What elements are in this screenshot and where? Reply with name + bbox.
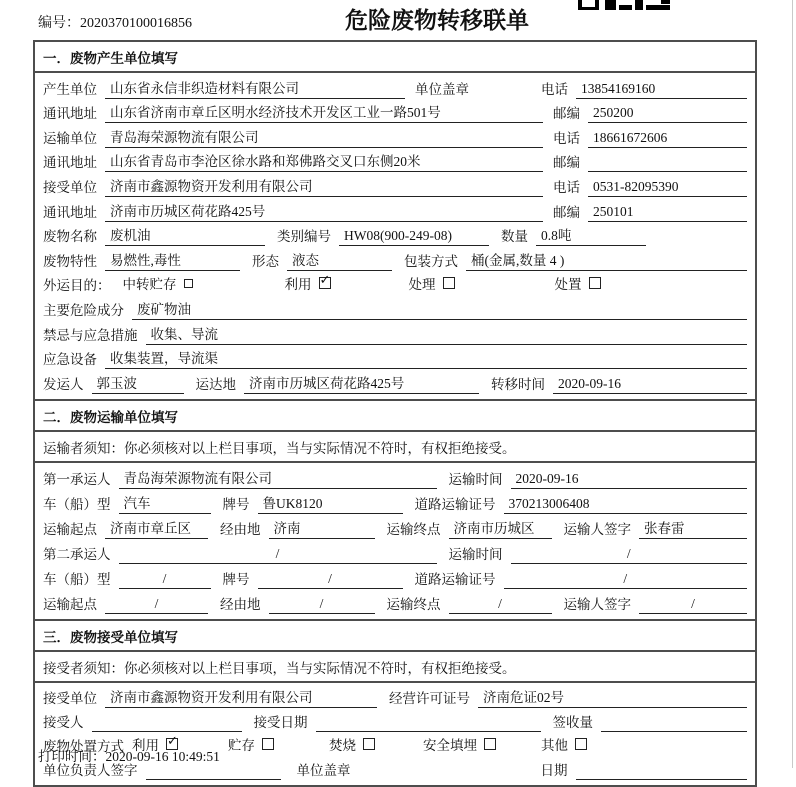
form-row bbox=[43, 123, 747, 148]
field-value: 液态 bbox=[287, 249, 392, 271]
section-rows bbox=[35, 683, 755, 785]
form-row bbox=[43, 222, 747, 247]
manifest-form bbox=[33, 40, 757, 787]
form-row bbox=[43, 345, 747, 370]
checkbox-group bbox=[423, 734, 496, 756]
field-label: 经由地 bbox=[220, 596, 261, 612]
checkbox-label: 利用 bbox=[284, 277, 312, 293]
checkbox bbox=[443, 277, 455, 289]
checkbox-group bbox=[123, 273, 193, 295]
field-label: 发运人 bbox=[43, 376, 84, 392]
form-row bbox=[43, 464, 747, 489]
checkbox-group bbox=[541, 734, 587, 756]
field-value bbox=[316, 717, 541, 732]
qr-block bbox=[661, 0, 670, 4]
checkbox-label: 安全填埋 bbox=[423, 737, 477, 753]
form-row bbox=[43, 564, 747, 589]
qr-code-fragment bbox=[578, 0, 672, 10]
field-value: 郭玉波 bbox=[92, 372, 184, 394]
field-label: 运输终点 bbox=[386, 521, 441, 537]
form-section-2 bbox=[33, 399, 757, 621]
form-row bbox=[43, 99, 747, 124]
field-value: / bbox=[105, 596, 208, 614]
form-row bbox=[43, 320, 747, 345]
field-label: 运输时间 bbox=[448, 471, 503, 487]
field-label: 通讯地址 bbox=[43, 204, 97, 220]
print-time-label: 打印时间： bbox=[38, 749, 106, 764]
field-label: 运输终点 bbox=[386, 596, 441, 612]
checkbox-group bbox=[285, 273, 331, 295]
page-title: 危险废物转移联单 bbox=[345, 8, 529, 33]
field-value: 易燃性,毒性 bbox=[105, 249, 240, 271]
field-label: 接受单位 bbox=[43, 179, 97, 195]
form-section-1 bbox=[33, 40, 757, 401]
form-row bbox=[43, 271, 747, 296]
field-label: 邮编 bbox=[553, 155, 580, 171]
field-value: 废机油 bbox=[105, 224, 265, 246]
form-row bbox=[43, 172, 747, 197]
checkbox bbox=[589, 277, 601, 289]
field-label: 邮编 bbox=[553, 204, 580, 220]
checkbox-label: 中转贮存 bbox=[122, 277, 177, 293]
check-icon: ✓ bbox=[319, 273, 331, 289]
field-label: 通讯地址 bbox=[43, 106, 97, 122]
qr-block bbox=[605, 0, 616, 10]
field-label: 车（船）型 bbox=[43, 571, 111, 587]
section-rows bbox=[35, 73, 755, 399]
field-label: 废物名称 bbox=[43, 229, 97, 245]
field-value: / bbox=[258, 571, 403, 589]
form-row bbox=[43, 295, 747, 320]
field-value: 济南市章丘区 bbox=[105, 517, 208, 539]
field-value: / bbox=[119, 571, 211, 589]
field-label: 禁忌与应急措施 bbox=[43, 327, 138, 343]
field-value: HW08(900-249-08) bbox=[339, 228, 489, 246]
field-value: 济南市历城区 bbox=[449, 517, 552, 539]
field-label: 运达地 bbox=[195, 376, 236, 392]
field-label: 运输起点 bbox=[43, 521, 97, 537]
checkbox bbox=[484, 738, 496, 750]
field-value: 废矿物油 bbox=[132, 298, 747, 320]
qr-block bbox=[646, 5, 670, 10]
field-value: 370213006408 bbox=[504, 496, 748, 514]
field-label: 形态 bbox=[252, 253, 279, 269]
notice-text: 接受者须知：你必须核对以上栏目事项，当与实际情况不符时，有权拒绝接受。 bbox=[35, 652, 755, 683]
field-label: 第一承运人 bbox=[43, 471, 111, 487]
field-value: / bbox=[119, 546, 437, 564]
field-value: 济南 bbox=[269, 517, 375, 539]
field-value: 济南危证02号 bbox=[478, 686, 747, 708]
field-label: 电话 bbox=[553, 179, 580, 195]
field-value: 山东省济南市章丘区明水经济技术开发区工业一路501号 bbox=[105, 101, 543, 123]
field-value: 青岛海荣源物流有限公司 bbox=[119, 467, 437, 489]
field-value: / bbox=[504, 571, 748, 589]
form-row bbox=[43, 514, 747, 539]
field-value bbox=[601, 717, 747, 732]
checkbox bbox=[262, 738, 274, 750]
field-label: 经营许可证号 bbox=[389, 690, 470, 706]
field-label: 第二承运人 bbox=[43, 546, 111, 562]
field-value: / bbox=[269, 596, 375, 614]
form-row bbox=[43, 369, 747, 394]
checkbox-label: 其他 bbox=[541, 737, 568, 753]
section-rows bbox=[35, 463, 755, 619]
field-label: 主要危险成分 bbox=[43, 302, 124, 318]
form-row bbox=[43, 684, 747, 708]
field-label: 牌号 bbox=[222, 496, 250, 512]
checkbox-label: 焚烧 bbox=[329, 737, 356, 753]
field-label: 道路运输证号 bbox=[414, 571, 496, 587]
field-label: 电话 bbox=[553, 130, 580, 146]
doc-number-value: 2020370100016856 bbox=[80, 16, 192, 31]
field-label: 外运目的： bbox=[43, 278, 111, 294]
field-label: 运输起点 bbox=[43, 596, 97, 612]
field-value: / bbox=[449, 596, 552, 614]
checkbox-label: 利用 bbox=[132, 737, 159, 753]
field-label: 废物特性 bbox=[43, 253, 97, 269]
qr-block bbox=[578, 0, 599, 10]
print-time-line bbox=[38, 745, 220, 765]
qr-block bbox=[619, 5, 632, 10]
qr-block bbox=[635, 0, 643, 10]
field-value bbox=[146, 765, 281, 780]
checkbox-label: 贮存 bbox=[228, 737, 255, 753]
form-row bbox=[43, 489, 747, 514]
field-value bbox=[92, 717, 242, 732]
field-value: 0.8吨 bbox=[536, 224, 646, 246]
section-header: 三．废物接受单位填写 bbox=[35, 621, 755, 652]
field-value: 济南市鑫源物资开发利用有限公司 bbox=[105, 686, 377, 708]
form-row bbox=[43, 589, 747, 614]
check-icon: ✓ bbox=[167, 733, 178, 749]
print-time-value: 2020-09-16 10:49:51 bbox=[105, 749, 220, 764]
field-value: 13854169160 bbox=[576, 81, 747, 99]
doc-number-line bbox=[38, 12, 192, 32]
field-label: 类别编号 bbox=[277, 229, 331, 245]
field-value: 收集、导流 bbox=[146, 323, 748, 345]
checkbox-group bbox=[555, 273, 601, 295]
field-label: 日期 bbox=[540, 762, 568, 778]
field-value: 收集装置，导流渠 bbox=[105, 347, 747, 369]
notice-text: 运输者须知：你必须核对以上栏目事项，当与实际情况不符时，有权拒绝接受。 bbox=[35, 432, 755, 463]
field-label: 运输时间 bbox=[448, 546, 503, 562]
field-value: 济南市鑫源物资开发利用有限公司 bbox=[105, 175, 543, 197]
field-value: 250101 bbox=[588, 204, 747, 222]
checkbox-label: 处置 bbox=[554, 277, 582, 293]
field-value: 青岛海荣源物流有限公司 bbox=[105, 126, 543, 148]
field-value: 山东省青岛市李沧区徐水路和郑佛路交叉口东侧20米 bbox=[105, 150, 543, 172]
checkbox-group bbox=[228, 734, 274, 756]
checkbox bbox=[184, 279, 193, 288]
field-value bbox=[576, 765, 748, 780]
form-row bbox=[43, 708, 747, 732]
field-label: 单位负责人签字 bbox=[43, 762, 138, 778]
field-value: 张春雷 bbox=[639, 517, 747, 539]
form-row bbox=[43, 197, 747, 222]
field-value: 250200 bbox=[588, 105, 747, 123]
checkbox bbox=[575, 738, 587, 750]
form-row bbox=[43, 246, 747, 271]
section-header: 一．废物产生单位填写 bbox=[35, 42, 755, 73]
field-label: 经由地 bbox=[220, 521, 261, 537]
section-header: 二．废物运输单位填写 bbox=[35, 401, 755, 432]
field-label: 单位盖章 bbox=[296, 762, 351, 778]
field-label: 牌号 bbox=[222, 571, 250, 587]
field-label: 签收量 bbox=[552, 714, 593, 730]
doc-number-label: 编号： bbox=[38, 16, 80, 31]
field-value: 18661672606 bbox=[588, 130, 747, 148]
field-label: 运输人签字 bbox=[563, 521, 631, 537]
checkbox-group bbox=[409, 273, 455, 295]
field-label: 通讯地址 bbox=[43, 155, 97, 171]
field-value: 山东省永信非织造材料有限公司 bbox=[105, 77, 405, 99]
field-label: 废物处置方式 bbox=[43, 738, 124, 754]
form-row bbox=[43, 539, 747, 564]
checkbox-checked bbox=[319, 273, 331, 289]
field-label: 应急设备 bbox=[43, 352, 97, 368]
field-label: 接受人 bbox=[43, 714, 84, 730]
page-edge-line bbox=[792, 0, 793, 768]
field-label: 接受单位 bbox=[43, 690, 97, 706]
field-label: 数量 bbox=[501, 229, 528, 245]
field-value: 2020-09-16 bbox=[553, 376, 747, 394]
checkbox bbox=[363, 738, 375, 750]
field-value: 0531-82095390 bbox=[588, 179, 747, 197]
field-label: 包装方式 bbox=[404, 253, 458, 269]
field-value: 济南市历城区荷花路425号 bbox=[244, 372, 479, 394]
field-label: 转移时间 bbox=[491, 376, 545, 392]
field-label: 接受日期 bbox=[253, 714, 308, 730]
checkbox-group bbox=[329, 734, 375, 756]
form-row bbox=[43, 74, 747, 99]
field-value: 济南市历城区荷花路425号 bbox=[105, 200, 543, 222]
field-value: 桶(金属,数量 4 ) bbox=[466, 249, 747, 271]
field-value: 鲁UK8120 bbox=[258, 492, 403, 514]
field-label: 道路运输证号 bbox=[414, 496, 496, 512]
field-value: / bbox=[639, 596, 747, 614]
field-label: 运输人签字 bbox=[563, 596, 631, 612]
form-row bbox=[43, 148, 747, 173]
checkbox-label: 处理 bbox=[408, 277, 436, 293]
field-value: 汽车 bbox=[119, 492, 211, 514]
field-value bbox=[588, 157, 747, 172]
field-label: 邮编 bbox=[553, 106, 580, 122]
field-value: 2020-09-16 bbox=[511, 471, 748, 489]
field-label: 运输单位 bbox=[43, 130, 97, 146]
field-label: 电话 bbox=[541, 81, 568, 97]
field-label: 产生单位 bbox=[43, 81, 97, 97]
field-label: 车（船）型 bbox=[43, 496, 111, 512]
document-header bbox=[0, 0, 796, 40]
field-label: 单位盖章 bbox=[415, 81, 469, 97]
field-value: / bbox=[511, 546, 748, 564]
